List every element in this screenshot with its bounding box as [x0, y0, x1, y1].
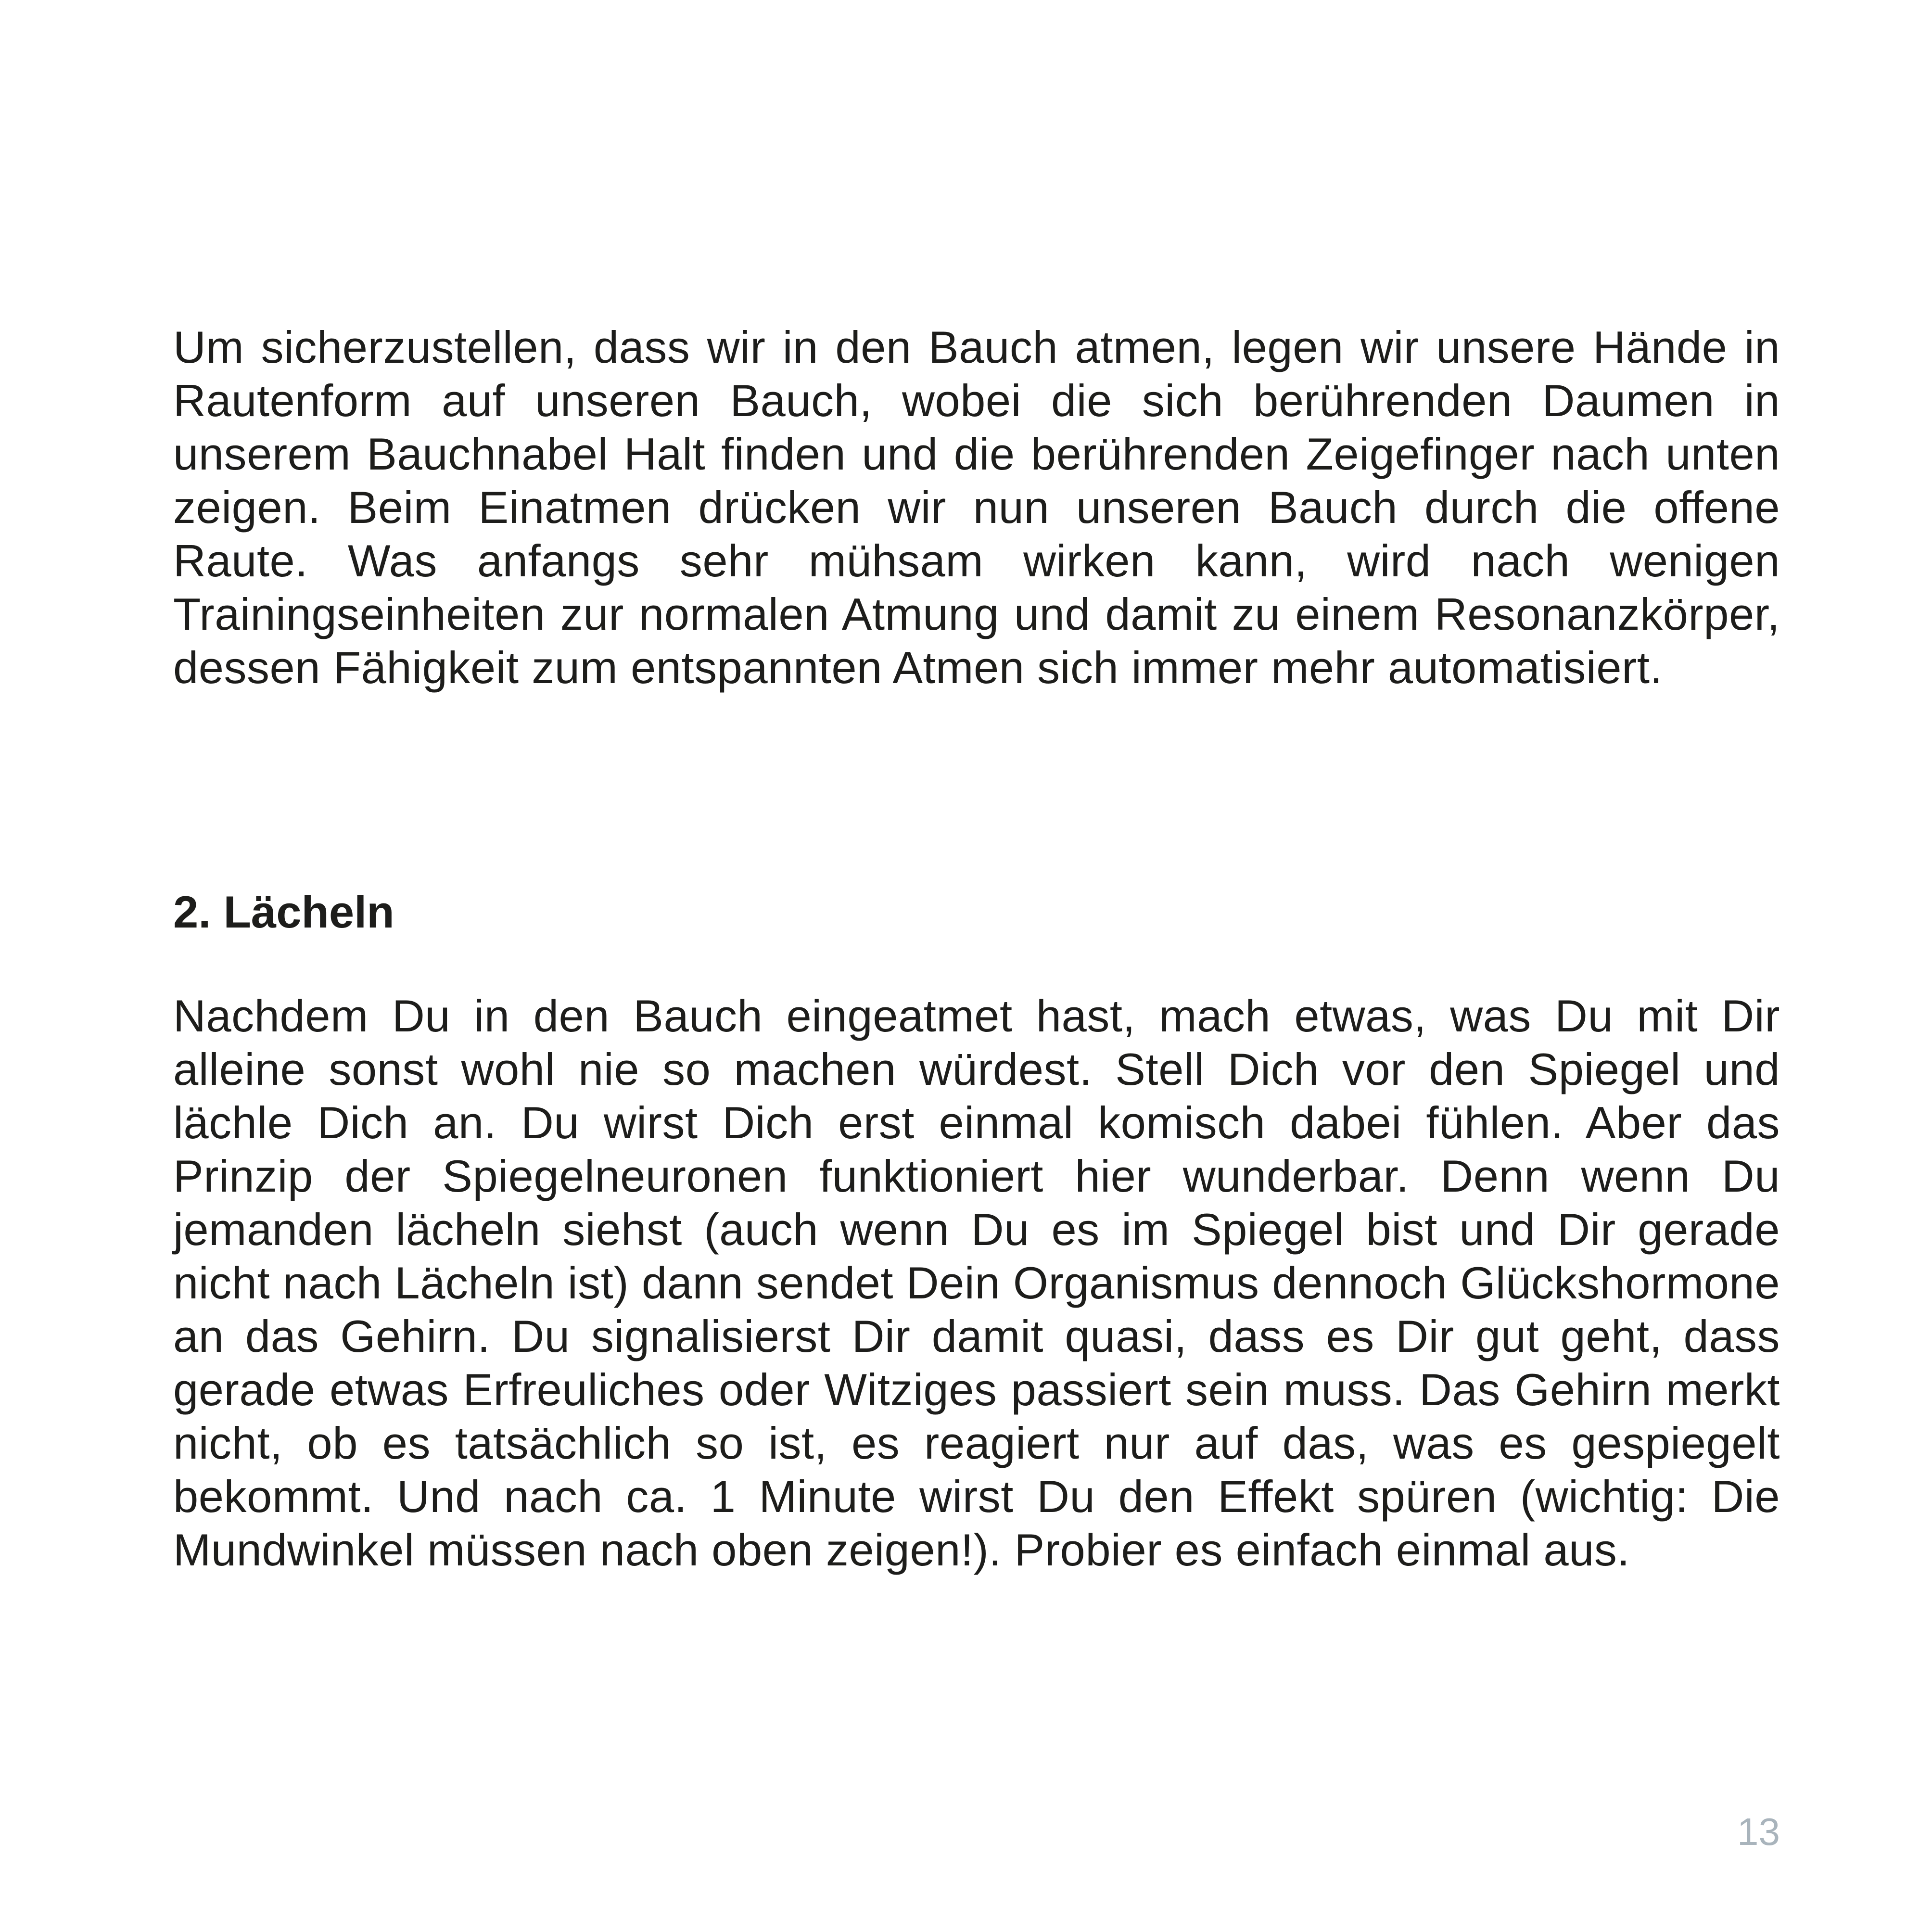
document-page	[173, 0, 1780, 1932]
page-number: 13	[1737, 1810, 1780, 1853]
body-paragraph-breathing: Um sicherzustellen, dass wir in den Bauch atmen, legen wir unsere Hände in Rautenform auf unseren Bauch, wobei die sich berührenden Daumen in unserem Bauchnabel Halt finden und die berührenden Zeigefinger nach unten zeigen. Beim Einatmen drücken wir nun unseren Bauch durch die offene Raute. Was anfangs sehr mühsam wirken kann, wird nach wenigen Trainingseinheiten zur normalen Atmung und damit zu einem Resonanzkörper, dessen Fähigkeit zum entspannten Atmen sich immer mehr automatisiert.	[173, 322, 1780, 693]
body-paragraph-smiling: Nachdem Du in den Bauch eingeatmet hast, mach etwas, was Du mit Dir alleine sonst wohl nie so machen würdest. Stell Dich vor den Spiegel und lächle Dich an. Du wirst Dich erst einmal komisch dabei fühlen. Aber das Prinzip der Spiegelneuronen funktioniert hier wunderbar. Denn wenn Du jemanden lächeln siehst (auch wenn Du es im Spiegel bist und Dir gerade nicht nach Lächeln ist) dann sendet Dein Organismus dennoch Glückshormone an das Gehirn. Du signalisierst Dir damit quasi, dass es Dir gut geht, dass gerade etwas Erfreuliches oder Witziges passiert sein muss. Das Gehirn merkt nicht, ob es tatsächlich so ist, es reagiert nur auf das, was es gespiegelt bekommt. Und nach ca. 1 Minute wirst Du den Effekt spüren (wichtig: Die Mundwinkel müssen nach oben zeigen!). Probier es einfach einmal aus.	[173, 991, 1780, 1575]
section-heading: 2. Lächeln	[173, 887, 394, 937]
